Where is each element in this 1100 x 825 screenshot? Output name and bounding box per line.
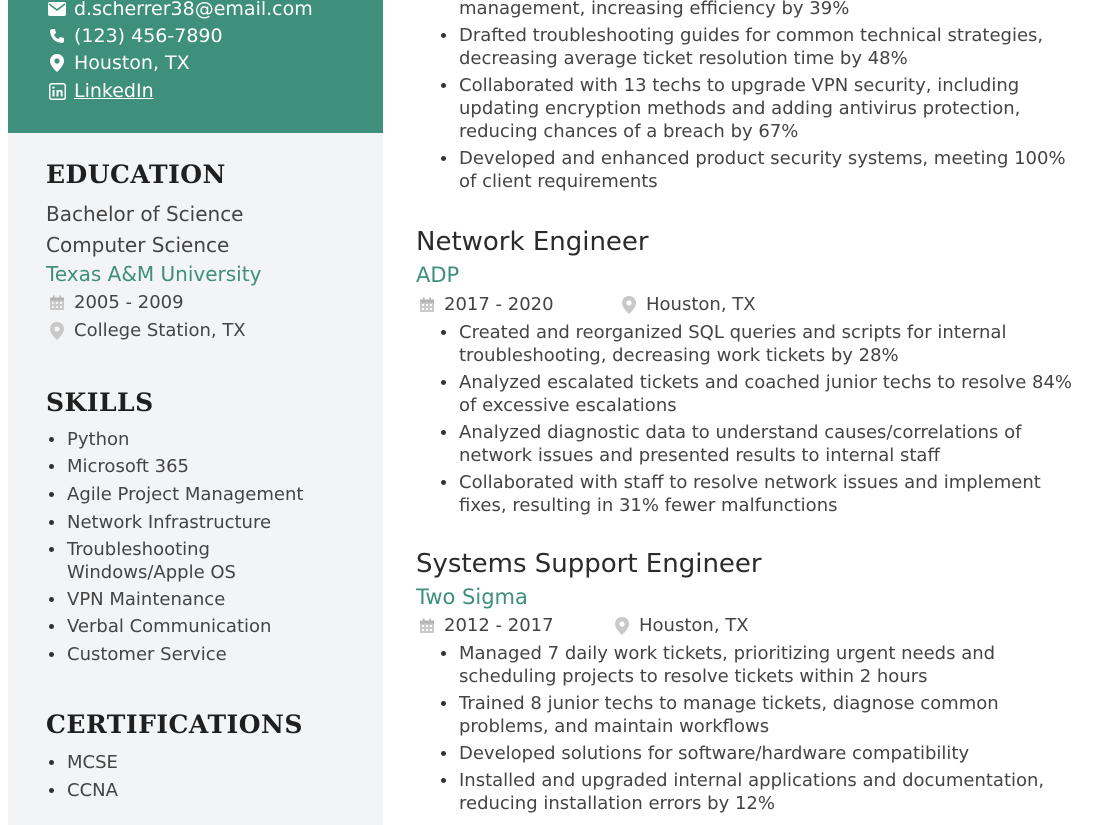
education-years-row (48, 292, 184, 313)
skill-item: Network Infrastructure (46, 511, 376, 534)
education-school: Texas A&M University (46, 262, 262, 286)
job-bullets (438, 642, 1088, 819)
bullet-item: Trained 8 junior techs to manage tickets, diagnose common problems, and maintain workflows (438, 692, 1088, 738)
experience-section (416, 0, 1096, 825)
bullet-item: Collaborated with staff to resolve network issues and implement fixes, resulting in 31% fewer malfunctions (438, 471, 1088, 517)
skill-item: VPN Maintenance (46, 588, 376, 611)
bullet-item: Managed 7 daily work tickets, prioritizing urgent needs and scheduling projects to resolve tickets within 2 hours (438, 642, 1088, 688)
certification-item: MCSE (46, 751, 376, 774)
contact-email[interactable] (48, 0, 313, 22)
contact-panel (8, 0, 383, 133)
calendar-icon (48, 294, 66, 312)
education-location: College Station, TX (74, 320, 246, 341)
envelope-icon (48, 0, 66, 18)
skill-item: Python (46, 428, 376, 451)
contact-email-text: d.scherrer38@email.com (74, 0, 313, 20)
bullet-item: Analyzed diagnostic data to understand causes/correlations of network issues and presented results to internal staff (438, 421, 1088, 467)
education-degree: Bachelor of Science (46, 202, 244, 226)
skill-item: Customer Service (46, 643, 376, 666)
location-pin-icon (48, 322, 66, 340)
bullet-item: Installed and upgraded internal applications and documentation, reducing installation errors by 12% (438, 769, 1088, 815)
bullet-item: Drafted troubleshooting guides for common technical strategies, decreasing average ticket resolution time by 48% (438, 24, 1088, 70)
certification-item: CCNA (46, 779, 376, 802)
skills-heading: SKILLS (46, 388, 154, 417)
job-title: Network Engineer (416, 227, 649, 257)
calendar-icon (418, 617, 436, 635)
certifications-list (46, 751, 376, 802)
bullet-item: Collaborated with 13 techs to upgrade VPN security, including updating encryption methods and adding antivirus protection, reducing chances of a breach by 67% (438, 74, 1088, 143)
job-location-row (620, 294, 756, 315)
skill-item: Agile Project Management (46, 483, 376, 506)
job-location: Houston, TX (639, 615, 749, 636)
location-pin-icon (620, 296, 638, 314)
education-heading: EDUCATION (46, 160, 226, 189)
skills-list (46, 428, 376, 670)
job-years: 2017 - 2020 (444, 294, 554, 315)
bullet-item: management, increasing efficiency by 39% (459, 0, 850, 19)
previous-job-bullets (438, 0, 1088, 197)
calendar-icon (418, 296, 436, 314)
job-location: Houston, TX (646, 294, 756, 315)
skill-item: Verbal Communication (46, 615, 376, 638)
job-title: Systems Support Engineer (416, 549, 762, 579)
job-years: 2012 - 2017 (444, 615, 554, 636)
job-location-row (613, 615, 749, 636)
bullet-item: Developed solutions for software/hardware compatibility (438, 742, 1088, 765)
contact-location-text: Houston, TX (74, 52, 190, 74)
location-pin-icon (613, 617, 631, 635)
job-bullets (438, 321, 1088, 521)
company-name: ADP (416, 263, 460, 287)
bullet-item: Analyzed escalated tickets and coached junior techs to resolve 84% of excessive escalations (438, 371, 1088, 417)
linkedin-link[interactable]: LinkedIn (74, 80, 154, 102)
bullet-item: Developed and enhanced product security systems, meeting 100% of client requirements (438, 147, 1088, 193)
contact-location (48, 50, 190, 76)
sidebar (8, 0, 383, 825)
contact-phone-text: (123) 456-7890 (74, 25, 223, 47)
company-name: Two Sigma (416, 585, 528, 609)
education-location-row (48, 320, 246, 341)
education-major: Computer Science (46, 233, 230, 257)
skill-item: Microsoft 365 (46, 455, 376, 478)
bullet-item: Created and reorganized SQL queries and scripts for internal troubleshooting, decreasing work tickets by 28% (438, 321, 1088, 367)
education-years: 2005 - 2009 (74, 292, 184, 313)
job-years-row (418, 615, 554, 636)
location-pin-icon (48, 54, 66, 72)
phone-icon (48, 27, 66, 45)
certifications-heading: CERTIFICATIONS (46, 710, 303, 739)
contact-phone[interactable] (48, 23, 223, 49)
job-years-row (418, 294, 554, 315)
linkedin-icon (48, 82, 66, 100)
contact-linkedin[interactable] (48, 78, 154, 104)
skill-item: Troubleshooting Windows/Apple OS (46, 538, 247, 584)
